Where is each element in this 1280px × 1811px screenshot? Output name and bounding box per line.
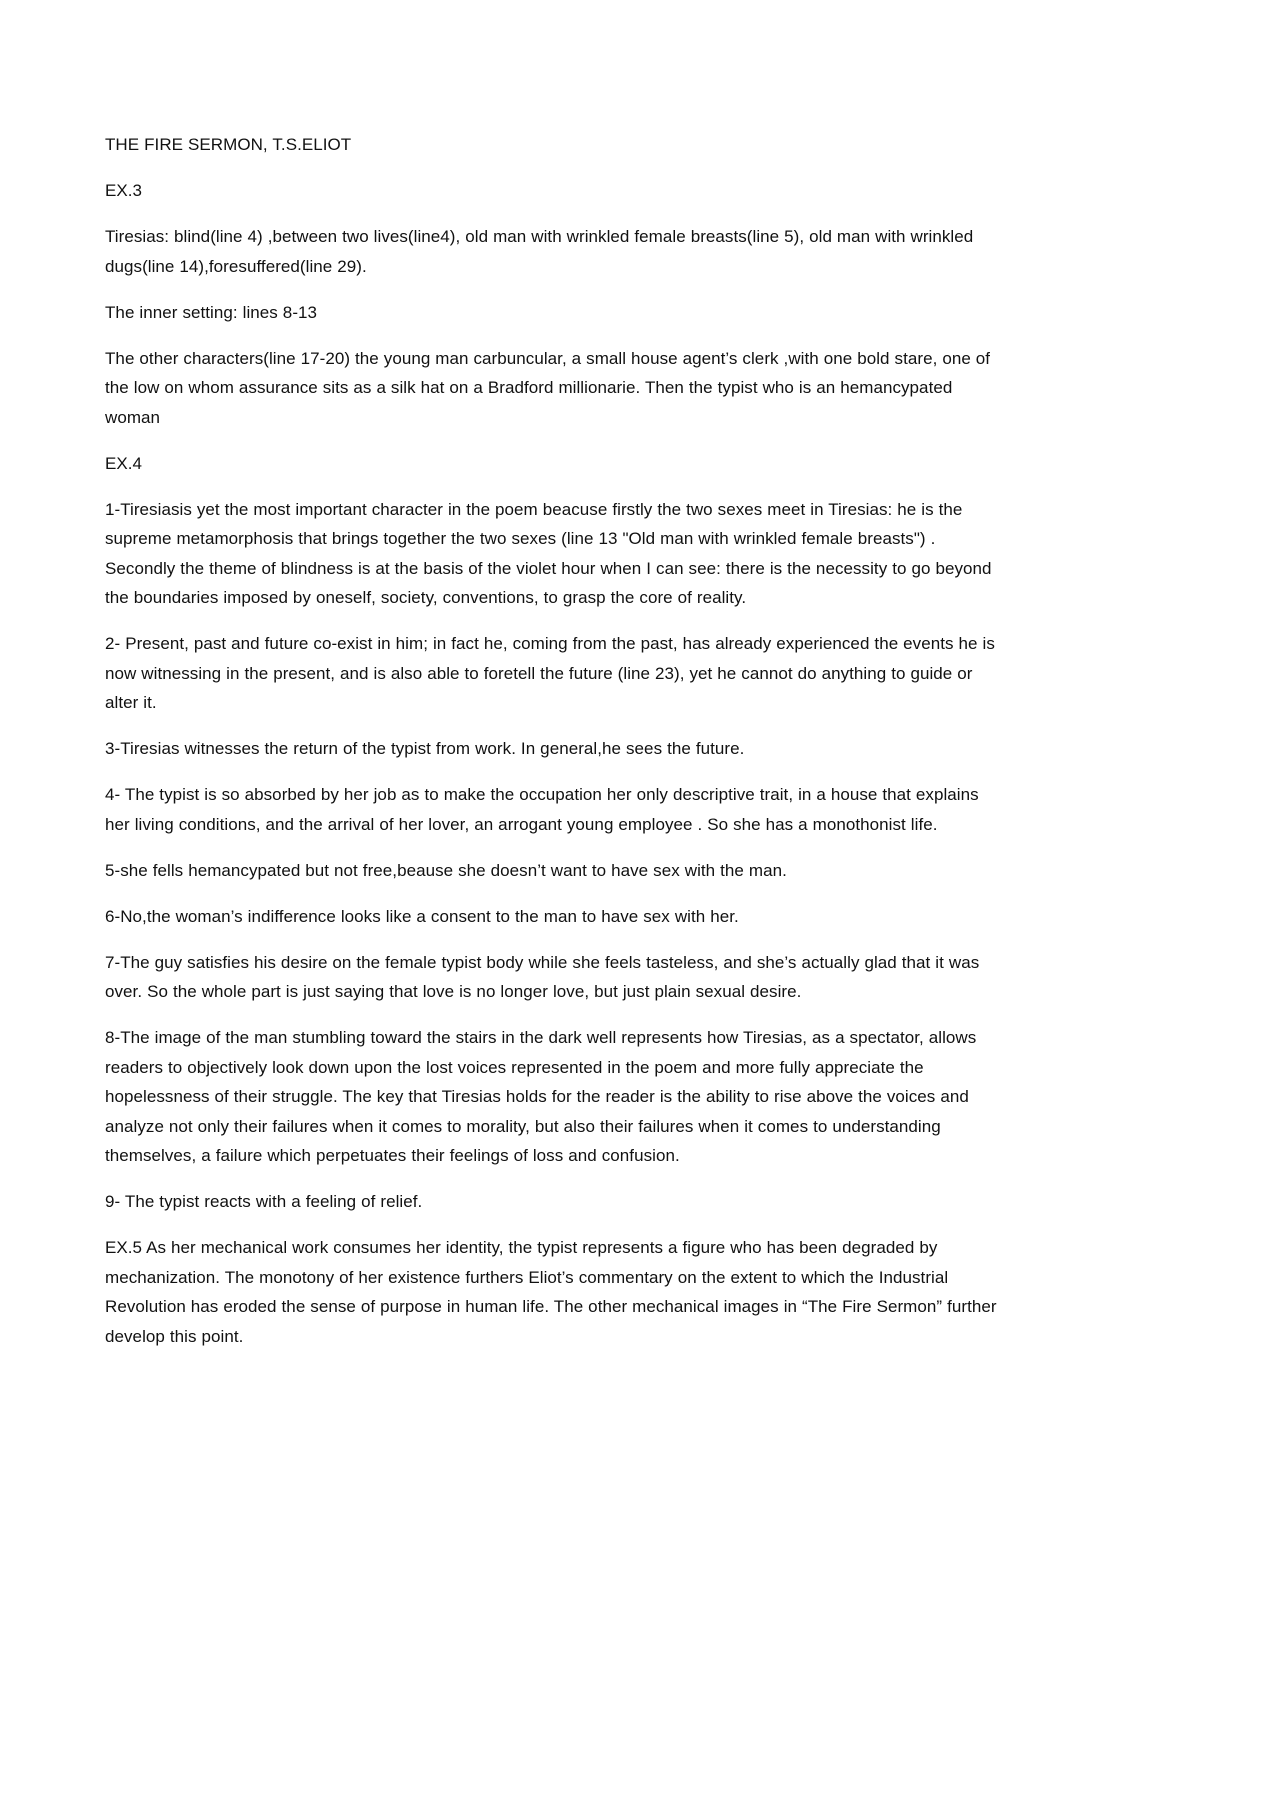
answer-1: 1-Tiresiasis yet the most important character in the poem beacuse firstly the two sexes meet in Tiresias: he is the supreme metamorphosis that brings together the two sexes (line 13 "Old man with wrinkled female breasts") . Secondly the theme of blindness is at the basis of the violet hour when I can see: there is the necessity to go beyond the boundaries imposed by oneself, society, conventions, to grasp the core of reality. [105, 499, 992, 607]
answer-8: 8-The image of the man stumbling toward the stairs in the dark well represents how Tiresias, as a spectator, allows readers to objectively look down upon the lost voices represented in the poem and more fully appreciate the hopelessness of their struggle. The key that Tiresias holds for the reader is the ability to rise above the voices and analyze not only their failures when it comes to morality, but also their failures when it comes to understanding themselves, a failure which perpetuates their feelings of loss and confusion. [105, 1028, 977, 1165]
answer-3: 3-Tiresias witnesses the return of the typist from work. In general,he sees the future. [105, 739, 745, 758]
answer-6: 6-No,the woman’s indifference looks like a consent to the man to have sex with her. [105, 906, 739, 926]
answer-4: 4- The typist is so absorbed by her job as to make the occupation her only descriptive trait, in a house that explains her living conditions, and the arrival of her lover, an arrogant young employee . So she has a monothonist life. [105, 785, 979, 834]
answer-2: 2- Present, past and future co-exist in him; in fact he, coming from the past, has already experienced the events he is now witnessing in the present, and is also able to foretell the future (line 23), yet he cannot do anything to guide or alter it. [105, 634, 995, 712]
paragraph-tiresias-descriptions: Tiresias: blind(line 4) ,between two lives(line4), old man with wrinkled female breasts(line 5), old man with wrinkled dugs(line 14),foresuffered(line 29). [105, 227, 974, 276]
document-title: THE FIRE SERMON, T.S.ELIOT [105, 135, 352, 154]
answer-5: 5-she fells hemancypated but not free,beause she doesn’t want to have sex with the man. [105, 860, 787, 880]
answer-7: 7-The guy satisfies his desire on the female typist body while she feels tasteless, and she’s actually glad that it was over. So the whole part is just saying that love is no longer love, but just plain sexual desire. [105, 952, 980, 1001]
paragraph-other-characters: The other characters(line 17-20) the young man carbuncular, a small house agent’s clerk ,with one bold stare, one of the low on whom assurance sits as a silk hat on a Bradford millionarie. Then the typist who is an hemancypated woman [105, 348, 991, 427]
paragraph-inner-setting: The inner setting: lines 8-13 [105, 302, 318, 322]
answer-9: 9- The typist reacts with a feeling of relief. [105, 1192, 423, 1211]
paragraph-ex5: EX.5 As her mechanical work consumes her identity, the typist represents a figure who has been degraded by mechanization. The monotony of her existence furthers Eliot’s commentary on the extent to which the Industrial Revolution has eroded the sense of purpose in human life. The other mechanical images in “The Fire Sermon” further develop this point. [105, 1238, 997, 1346]
heading-ex3: EX.3 [105, 181, 143, 200]
heading-ex4: EX.4 [105, 453, 143, 473]
